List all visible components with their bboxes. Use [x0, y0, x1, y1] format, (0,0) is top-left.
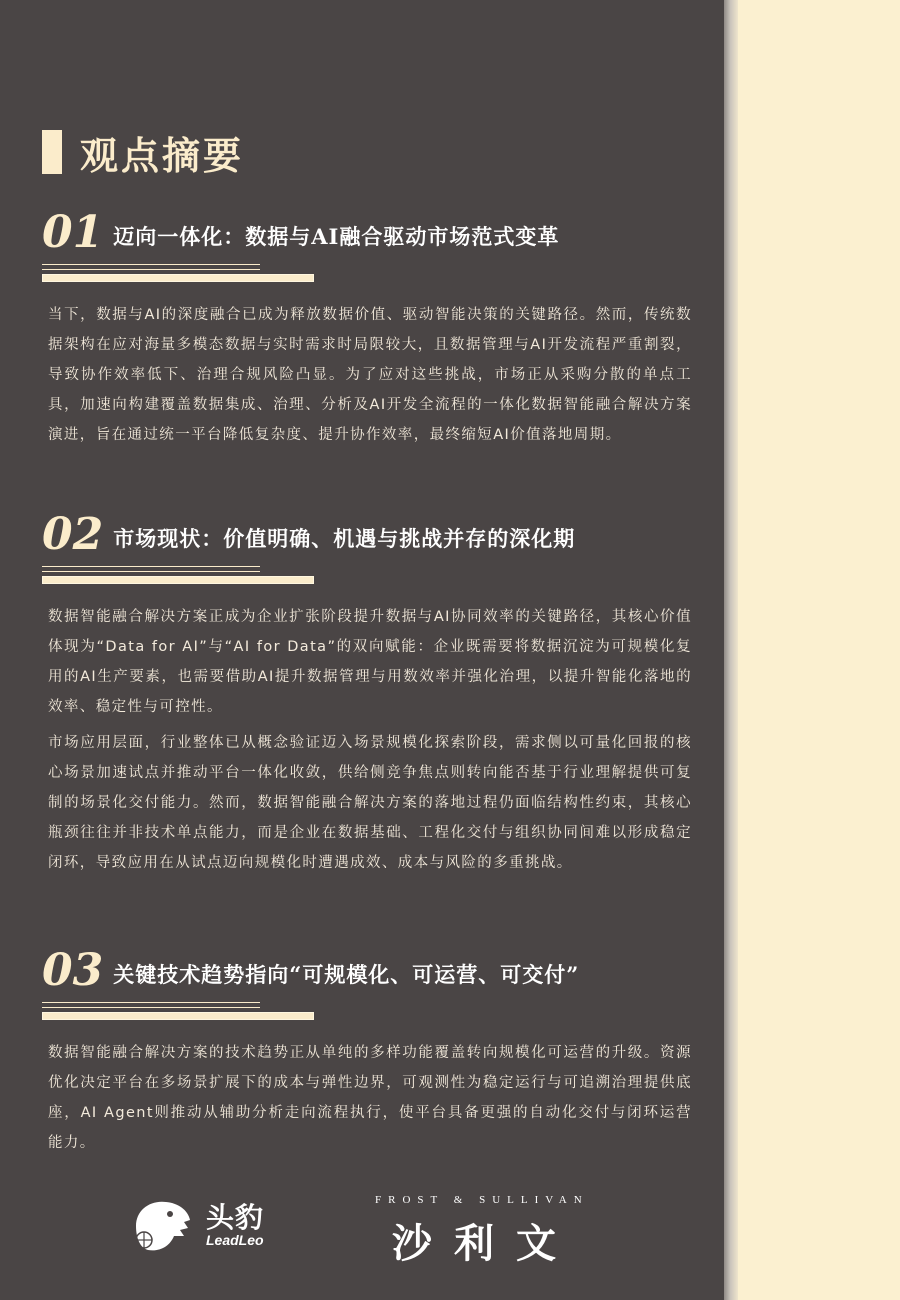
page-title: 观点摘要: [80, 132, 245, 178]
section-title: 市场现状：价值明确、机遇与挑战并存的深化期: [113, 526, 576, 551]
title-accent-bar: [42, 130, 62, 174]
logo-row: [130, 1190, 610, 1267]
section-number: 03: [42, 945, 104, 996]
section-rule-thin: [42, 1002, 260, 1008]
leopard-logo-icon: [130, 1196, 194, 1254]
section-paragraph: 数据智能融合解决方案正成为企业扩张阶段提升数据与AI协同效率的关键路径，其核心价值体现为“Data for AI”与“AI for Data”的双向赋能：企业既需要将数据沉淀为可规模化复用的AI生产要素，也需要借助AI提升数据管理与用数效率并强化治理，以提升智能化落地的效率、稳定性与可控性。: [48, 609, 692, 715]
leadleo-logo-cn: 头豹: [206, 1201, 265, 1234]
section-header: [42, 944, 692, 994]
frost-sullivan-logo-en: FROST & SULLIVAN: [375, 1194, 589, 1206]
section-header: [42, 206, 692, 256]
section-03: [42, 944, 692, 1158]
section-title: 迈向一体化：数据与AI融合驱动市场范式变革: [113, 224, 560, 249]
page-title-block: [42, 128, 244, 176]
section-rule-thin: [42, 566, 260, 572]
section-rule-thin: [42, 264, 260, 270]
section-number: 01: [42, 207, 104, 258]
section-rule-thick: [42, 1012, 314, 1020]
section-paragraph: 市场应用层面，行业整体已从概念验证迈入场景规模化探索阶段，需求侧以可量化回报的核心场景加速试点并推动平台一体化收敛，供给侧竞争焦点则转向能否基于行业理解提供可复制的场景化交付能力。然而，数据智能融合解决方案的落地过程仍面临结构性约束，其核心瓶颈往往并非技术单点能力，而是企业在数据基础、工程化交付与组织协同间难以形成稳定闭环，导致应用在从试点迈向规模化时遭遇成效、成本与风险的多重挑战。: [48, 735, 692, 871]
section-paragraph: 当下，数据与AI的深度融合已成为释放数据价值、驱动智能决策的关键路径。然而，传统数据架构在应对海量多模态数据与实时需求时局限较大，且数据管理与AI开发流程严重割裂，导致协作效率低下、治理合规风险凸显。为了应对这些挑战，市场正从采购分散的单点工具，加速向构建覆盖数据集成、治理、分析及AI开发全流程的一体化数据智能融合解决方案演进，旨在通过统一平台降低复杂度、提升协作效率，最终缩短AI价值落地周期。: [48, 307, 692, 443]
leadleo-logo-en: LeadLeo: [206, 1232, 264, 1248]
section-header: [42, 508, 692, 558]
section-02: [42, 508, 692, 878]
frost-sullivan-logo-cn: 沙利文: [392, 1221, 578, 1267]
section-01: [42, 206, 692, 450]
section-number: 02: [42, 509, 104, 560]
section-title: 关键技术趋势指向“可规模化、可运营、可交付”: [113, 962, 580, 987]
section-rule-thick: [42, 576, 314, 584]
section-paragraph: 数据智能融合解决方案的技术趋势正从单纯的多样功能覆盖转向规模化可运营的升级。资源优化决定平台在多场景扩展下的成本与弹性边界，可观测性为稳定运行与可追溯治理提供底座，AI Agent则推动从辅助分析走向流程执行，使平台具备更强的自动化交付与闭环运营能力。: [48, 1045, 692, 1151]
page-edge-shadow: [724, 0, 738, 1300]
section-rule-thick: [42, 274, 314, 282]
